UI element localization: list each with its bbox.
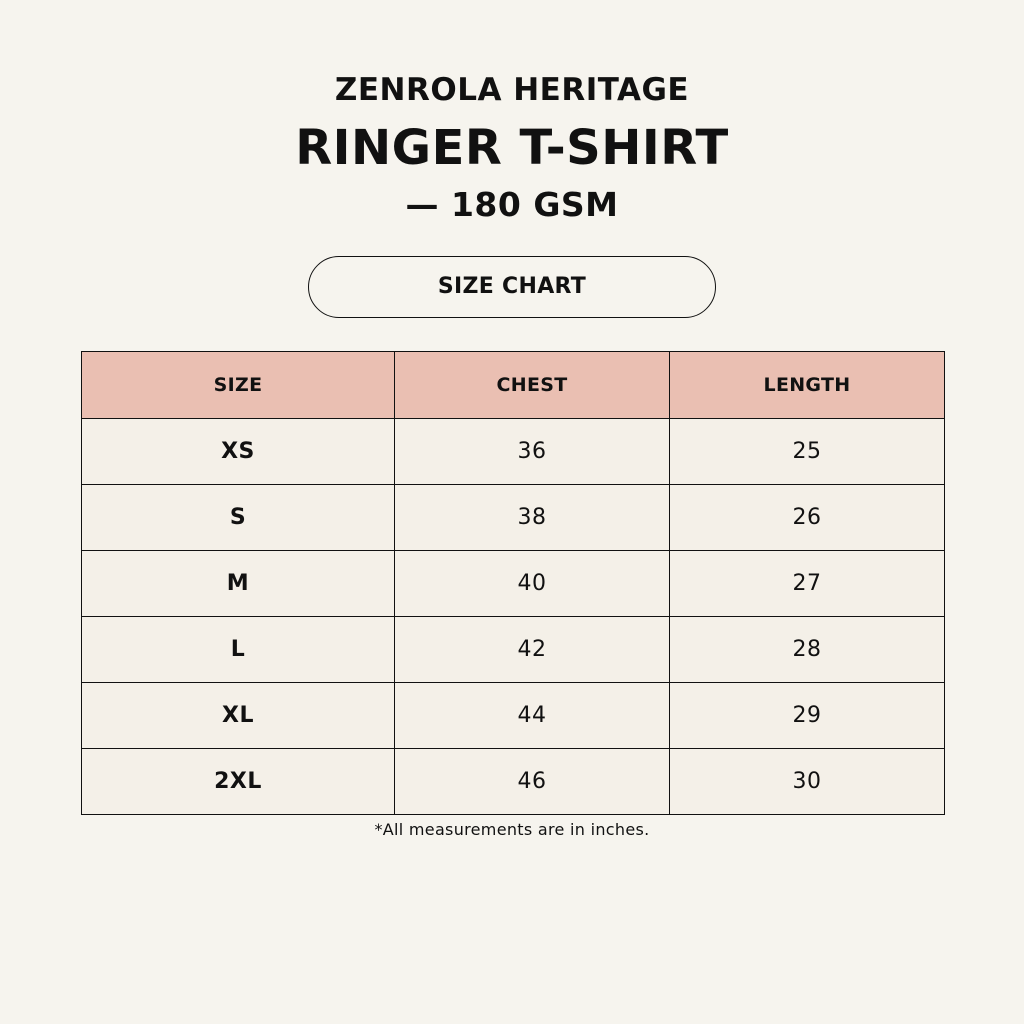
table-row (82, 551, 945, 617)
length-cell: 27 (670, 551, 945, 617)
chest-cell: 36 (395, 419, 670, 485)
chest-cell: 44 (395, 683, 670, 749)
length-cell: 26 (670, 485, 945, 551)
table-row (82, 419, 945, 485)
size-cell: S (82, 485, 395, 551)
table-row (82, 617, 945, 683)
size-cell: 2XL (82, 749, 395, 815)
fabric-weight: — 180 GSM (405, 185, 619, 224)
column-header-length: LENGTH (670, 352, 945, 419)
column-header-size: SIZE (82, 352, 395, 419)
size-cell: M (82, 551, 395, 617)
column-header-chest: CHEST (395, 352, 670, 419)
chest-cell: 42 (395, 617, 670, 683)
size-cell: XL (82, 683, 395, 749)
table-header-row (82, 352, 945, 419)
length-cell: 25 (670, 419, 945, 485)
table-row (82, 749, 945, 815)
length-cell: 28 (670, 617, 945, 683)
size-chart-table (81, 351, 945, 815)
chest-cell: 40 (395, 551, 670, 617)
length-cell: 30 (670, 749, 945, 815)
size-chart-badge: SIZE CHART (308, 256, 716, 318)
table-row (82, 485, 945, 551)
size-cell: L (82, 617, 395, 683)
chest-cell: 46 (395, 749, 670, 815)
brand-title: ZENROLA HERITAGE (334, 72, 690, 108)
table-row (82, 683, 945, 749)
measurement-footnote: *All measurements are in inches. (374, 820, 650, 839)
chest-cell: 38 (395, 485, 670, 551)
size-cell: XS (82, 419, 395, 485)
length-cell: 29 (670, 683, 945, 749)
product-title: RINGER T-SHIRT (295, 120, 729, 176)
